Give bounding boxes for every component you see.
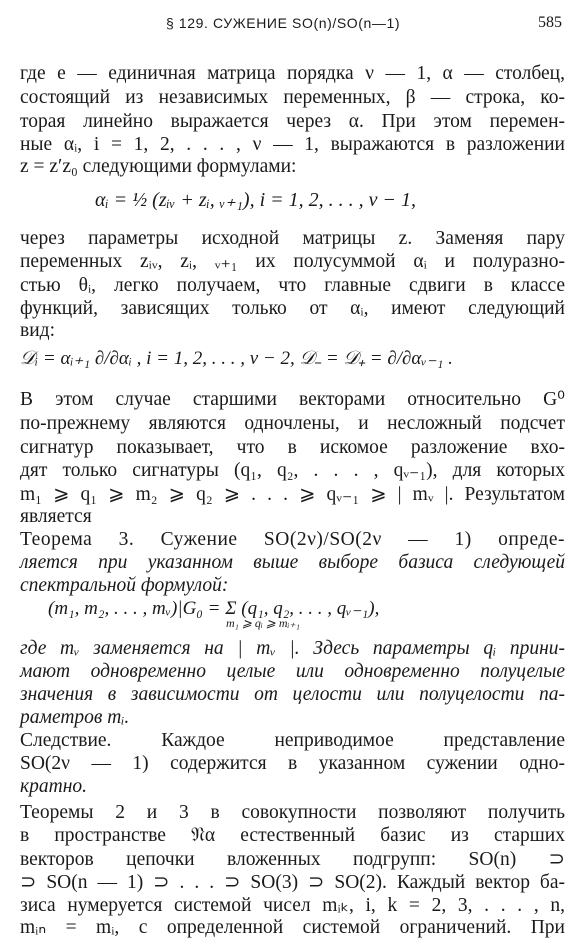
formula-shifts: 𝒟ᵢ = αᵢ₊₁ ∂/∂αᵢ , i = 1, 2, . . . , ν − 2, 𝒟₋ = 𝒟₊ = ∂/∂αᵥ₋₁ . [20,348,453,369]
text-line: mᵢₙ = mᵢ, с определенной системой ограничений. При [20,917,565,938]
corollary-line: SO(2ν — 1) содержится в указанном сужении одно- [20,753,565,774]
text-line: где mᵥ заменяется на | mᵥ |. Здесь параметры qᵢ прини- [20,638,565,659]
text-line: функций, зависящих только от αᵢ, имеют следующий [20,298,565,319]
corollary-line: Следствие. Каждое неприводимое представление [20,730,565,751]
text-line: значения в зависимости от целости или полуцелости па- [20,684,565,705]
text-line: В этом случае старшими векторами относительно G⁰ [20,389,565,410]
text-line: Теоремы 2 и 3 в совокупности позволяют получить [20,802,565,823]
corollary-line: кратно. [20,776,88,797]
text-line: ⊃ SO(n — 1) ⊃ . . . ⊃ SO(3) ⊃ SO(2). Каждый вектор ба- [20,872,565,893]
page-header [38,14,562,36]
theorem-line: спектральной формулой: [20,575,229,596]
text-line: в пространстве 𝔑α естественный базис из старших [20,825,565,846]
text-line: z = z′z₀ следующими формулами: [20,156,297,177]
theorem-line: Теорема 3. Сужение SO(2ν)/SO(2ν — 1) опреде- [20,529,565,550]
text-line: вид: [20,320,55,341]
formula-sum-limits: m₁ ⩾ qᵢ ⩾ mᵢ₊₁ [226,616,300,630]
text-line: раметров mᵢ. [20,707,130,728]
text-line: где e — единичная матрица порядка ν — 1, α — столбец, [20,63,565,84]
text-line: переменных zᵢᵥ, zᵢ, ᵥ₊₁ их полусуммой αᵢ и полуразно- [20,251,565,272]
text-line: мают одновременно целые или одновременно полуцелые [20,661,565,682]
theorem-line: ляется при указанном выше выборе базиса следующей [20,552,565,573]
text-line: ные αᵢ, i = 1, 2, . . . , ν — 1, выражаются в разложении [20,134,565,155]
page-number: 585 [538,14,562,31]
text-line: дят только сигнатуры (q₁, q₂, . . . , qᵥ₋₁), для которых [20,460,565,481]
text-line: m₁ ⩾ q₁ ⩾ m₂ ⩾ q₂ ⩾ . . . ⩾ qᵥ₋₁ ⩾ | mᵥ |. Результатом [20,484,565,505]
formula-alpha: αᵢ = ½ (zᵢᵥ + zᵢ, ᵥ₊₁), i = 1, 2, . . . , ν − 1, [95,189,416,211]
running-head: § 129. СУЖЕНИЕ SO(n)/SO(n—1) [166,15,401,31]
text-line: через параметры исходной матрицы z. Заменяя пару [20,228,565,249]
text-line: сигнатур показывает, что в искомое разложение вхо- [20,437,565,458]
text-line: торая линейно выражается через α. При этом перемен- [20,111,565,132]
formula-restriction: (m₁, m₂, . . . , mᵥ)|G₀ = Σ (q₁, q₂, . . . , qᵥ₋₁), [48,598,380,619]
text-line: состоящий из независимых переменных, β — строка, ко- [20,87,565,108]
text-line: зиса нумеруется системой чисел mᵢₖ, i, k = 2, 3, . . . , n, [20,895,565,916]
text-line: векторов цепочки вложенных подгрупп: SO(n) ⊃ [20,849,565,870]
text-line: по-прежнему являются одночлены, и несложный подсчет [20,413,565,434]
text-line: стью θᵢ, легко получаем, что главные сдвиги в классе [20,275,565,296]
text-line: является [20,506,92,527]
